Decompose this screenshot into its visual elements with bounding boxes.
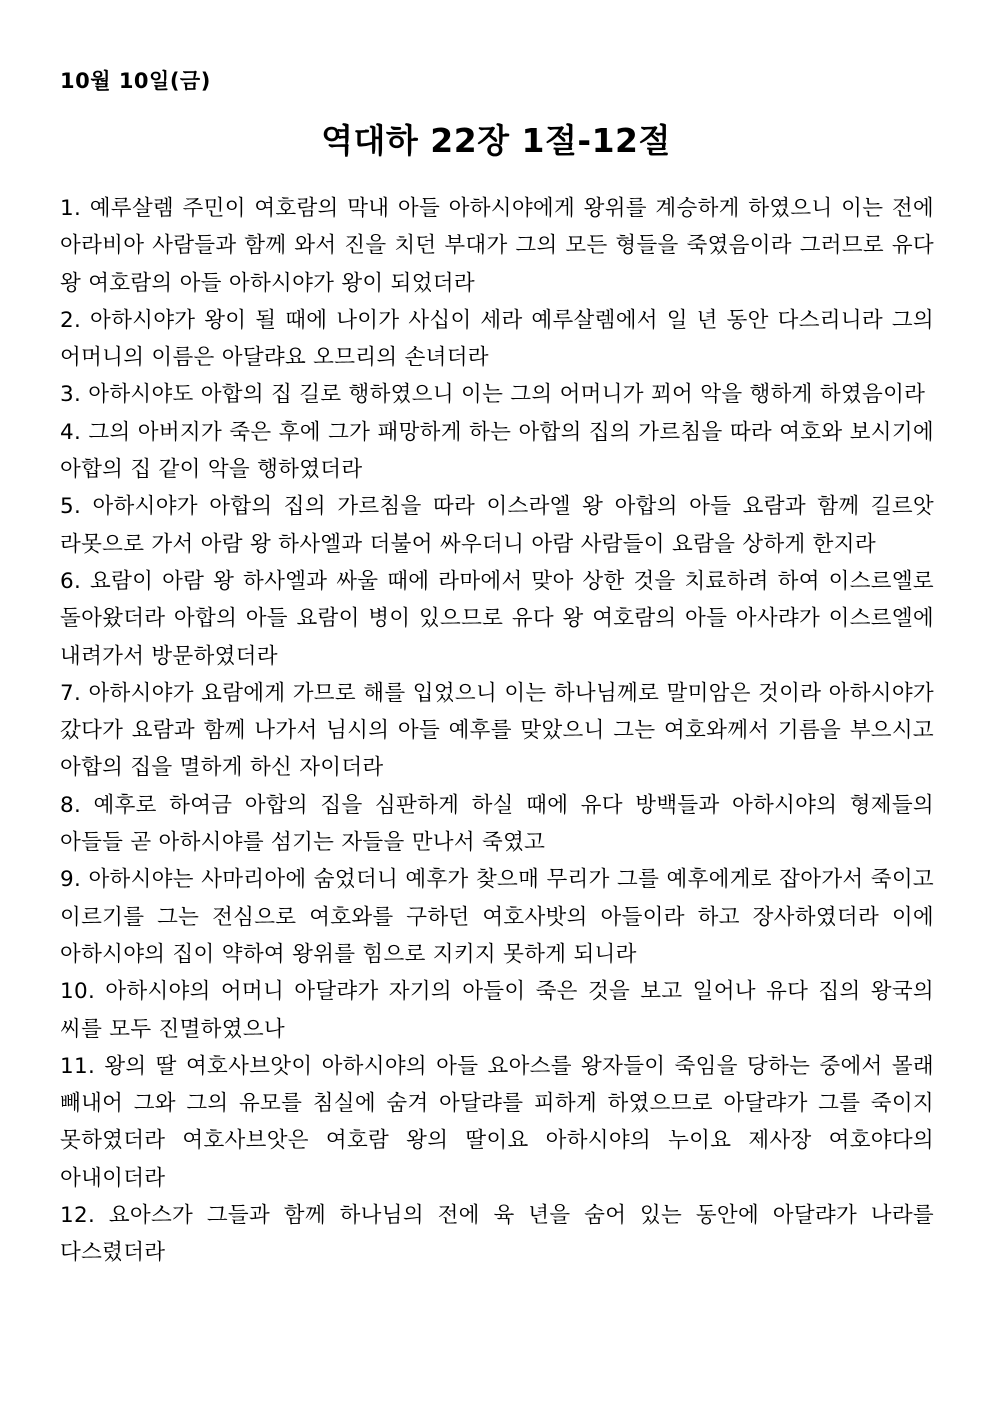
verse-7: 7. 아하시야가 요람에게 가므로 해를 입었으니 이는 하나님께로 말미암은 것이라 아하시야가 갔다가 요람과 함께 나가서 님시의 아들 예후를 맞았으니 그는 여호와께서 기름을 부으시고 아합의 집을 멸하게 하신 자이더라 <box>60 680 934 781</box>
verse-list <box>60 190 934 1272</box>
verse-12: 12. 요아스가 그들과 함께 하나님의 전에 육 년을 숨어 있는 동안에 아달랴가 나라를 다스렸더라 <box>60 1203 934 1266</box>
verse-8: 8. 예후로 하여금 아합의 집을 심판하게 하실 때에 유다 방백들과 아하시야의 형제들의 아들들 곧 아하시야를 섬기는 자들을 만나서 죽였고 <box>60 792 934 856</box>
verse-5: 5. 아하시야가 아합의 집의 가르침을 따라 이스라엘 왕 아합의 아들 요람과 함께 길르앗 라못으로 가서 아람 왕 하사엘과 더불어 싸우더니 아람 사람들이 요람을 상하게 한지라 <box>60 494 934 557</box>
verse-11: 11. 왕의 딸 여호사브앗이 아하시야의 아들 요아스를 왕자들이 죽임을 당하는 중에서 몰래 빼내어 그와 그의 유모를 침실에 숨겨 아달랴를 피하게 하였으므로 아달랴가 그를 죽이지 못하였더라 여호사브앗은 여호람 왕의 딸이요 아하시야의 누이요 제사장 여호야다의 아내이더라 <box>60 1053 934 1191</box>
page-title: 역대하 22장 1절-12절 <box>321 121 671 160</box>
verse-6: 6. 요람이 아람 왕 하사엘과 싸울 때에 라마에서 맞아 상한 것을 치료하려 하여 이스르엘로 돌아왔더라 아합의 아들 요람이 병이 있으므로 유다 왕 여호람의 아들 아사랴가 이스르엘에 내려가서 방문하였더라 <box>60 568 934 669</box>
verse-9: 9. 아하시야는 사마리아에 숨었더니 예후가 찾으매 무리가 그를 예후에게로 잡아가서 죽이고 이르기를 그는 전심으로 여호와를 구하던 여호사밧의 아들이라 하고 장사하였더라 이에 아하시야의 집이 약하여 왕위를 힘으로 지키지 못하게 되니라 <box>60 867 934 967</box>
verse-2: 2. 아하시야가 왕이 될 때에 나이가 사십이 세라 예루살렘에서 일 년 동안 다스리니라 그의 어머니의 이름은 아달랴요 오므리의 손녀더라 <box>60 307 934 371</box>
verse-10: 10. 아하시야의 어머니 아달랴가 자기의 아들이 죽은 것을 보고 일어나 유다 집의 왕국의 씨를 모두 진멸하였으나 <box>60 979 934 1042</box>
verse-4: 4. 그의 아버지가 죽은 후에 그가 패망하게 하는 아합의 집의 가르침을 따라 여호와 보시기에 아합의 집 같이 악을 행하였더라 <box>60 419 934 483</box>
date-heading: 10월 10일(금) <box>60 69 211 93</box>
verse-1: 1. 예루살렘 주민이 여호람의 막내 아들 아하시야에게 왕위를 계승하게 하였으니 이는 전에 아라비아 사람들과 함께 와서 진을 치던 부대가 그의 모든 형들을 죽였음이라 그러므로 유다 왕 여호람의 아들 아하시야가 왕이 되었더라 <box>60 196 934 296</box>
verse-3: 3. 아하시야도 아합의 집 길로 행하였으니 이는 그의 어머니가 꾀어 악을 행하게 하였음이라 <box>60 382 926 408</box>
